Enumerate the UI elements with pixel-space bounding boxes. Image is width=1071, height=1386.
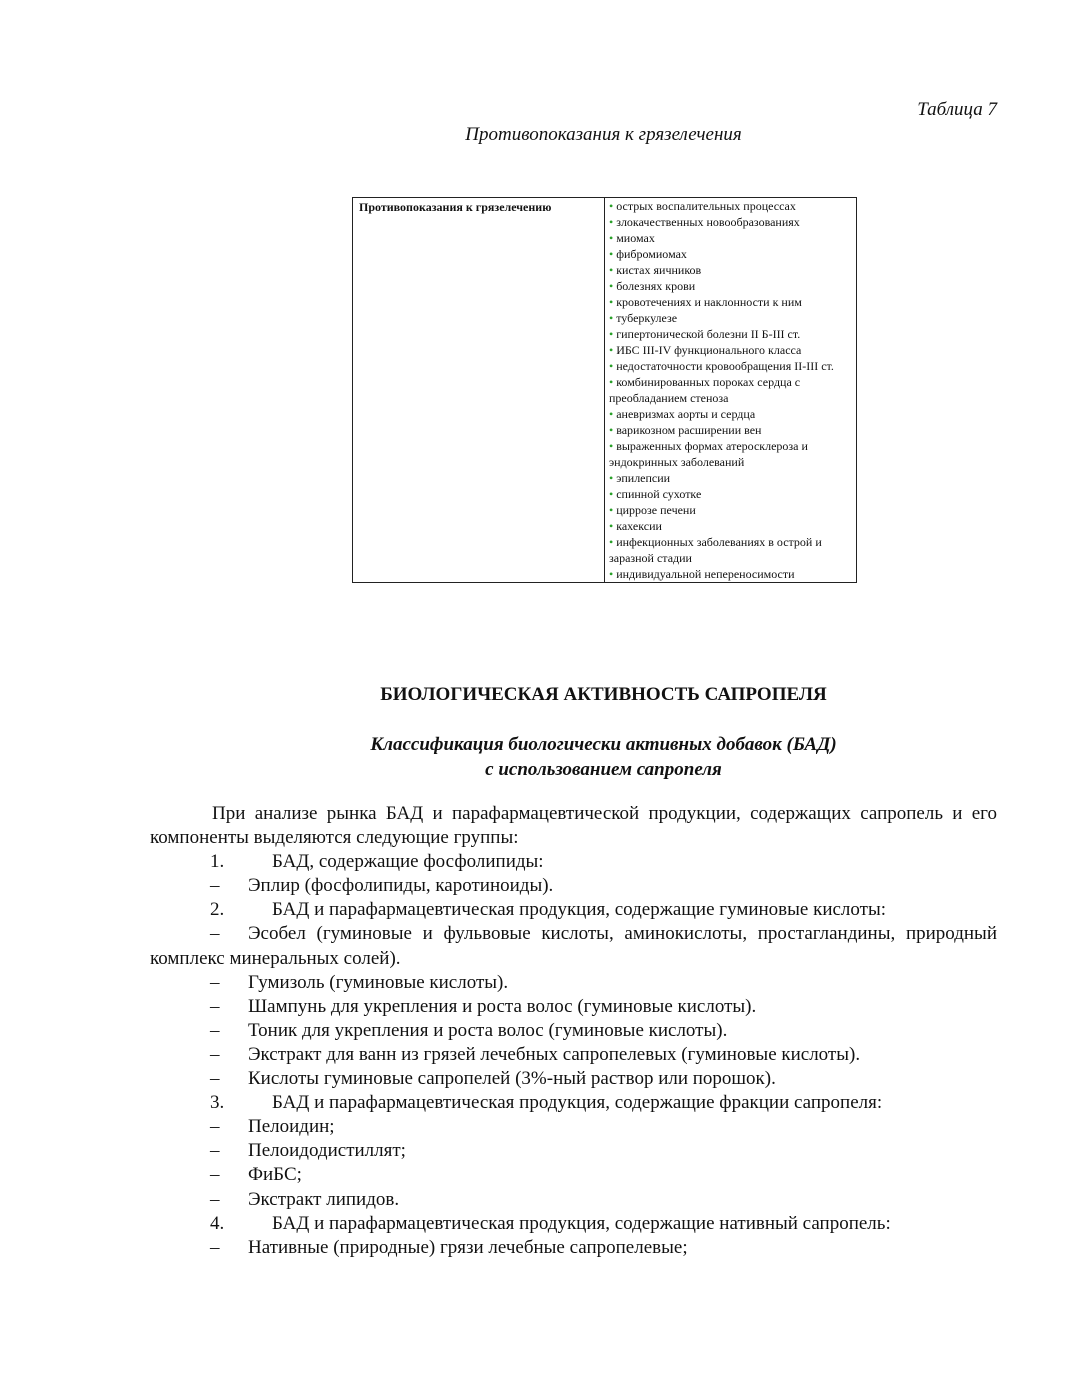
- list-item-text: Кислоты гуминовые сапропелей (3%-ный раствор или порошок).: [248, 1068, 776, 1090]
- table-item: [609, 326, 852, 342]
- table-item: [609, 262, 852, 278]
- list-item-text: Пелоидодистиллят;: [248, 1140, 406, 1162]
- table-item: [609, 246, 852, 262]
- bullet-icon: •: [609, 519, 614, 533]
- table-item: [609, 294, 852, 310]
- list-item: [150, 1019, 997, 1043]
- table-item-text: аневризмах аорты и сердца: [616, 407, 756, 421]
- bullet-icon: •: [609, 199, 614, 213]
- table-right-list: [605, 198, 856, 582]
- list-item-text: Экстракт липидов.: [248, 1188, 400, 1210]
- bullet-icon: •: [609, 311, 614, 325]
- table-item: [609, 470, 852, 486]
- table-item-text: эпилепсии: [616, 471, 671, 485]
- table-item-text: кахексии: [616, 519, 662, 533]
- body-text: [150, 802, 997, 1260]
- intro-paragraph: При анализе рынка БАД и парафармацевтической продукции, содержащих сапропель и его компоненты выделяются следующие группы:: [150, 803, 997, 849]
- table-item-text: туберкулезе: [616, 311, 678, 325]
- list-item-text: Тоник для укрепления и роста волос (гуминовые кислоты).: [248, 1019, 728, 1041]
- table-item-text: варикозном расширении вен: [616, 423, 762, 437]
- list-item: [150, 1236, 997, 1260]
- dash-marker: –: [210, 971, 220, 993]
- table-item-text: миомах: [616, 231, 655, 245]
- table-item: [609, 230, 852, 246]
- table-item: [609, 214, 852, 230]
- table-item-text: ИБС III-IV функционального класса: [616, 343, 802, 357]
- bullet-icon: •: [609, 247, 614, 261]
- table-caption: Противопоказания к грязелечения: [465, 124, 742, 145]
- table-item-text: фибромиомах: [616, 247, 687, 261]
- list-item: [150, 1043, 997, 1067]
- section-subheading: [0, 732, 1071, 782]
- table-item-text: кровотечениях и наклонности к ним: [616, 295, 802, 309]
- group-3-number: 3.: [210, 1092, 225, 1114]
- bullet-icon: •: [609, 503, 614, 517]
- dash-marker: –: [210, 1043, 220, 1065]
- table-item-text: острых воспалительных процессах: [616, 199, 796, 213]
- table-item: [609, 406, 852, 422]
- group-3-title: [150, 1091, 997, 1115]
- table-item-text: комбинированных пороках сердца с преобладанием стеноза: [609, 375, 801, 405]
- bullet-icon: •: [609, 231, 614, 245]
- list-item-text: ФиБС;: [248, 1164, 302, 1186]
- group-1-title: [150, 850, 997, 874]
- group-2-number: 2.: [210, 899, 225, 921]
- table-item: [609, 422, 852, 438]
- bullet-icon: •: [609, 215, 614, 229]
- bullet-icon: •: [609, 279, 614, 293]
- group-4-number: 4.: [210, 1212, 225, 1234]
- group-3-title-text: БАД и парафармацевтическая продукция, содержащие фракции сапропеля:: [272, 1092, 883, 1114]
- table-item-text: болезнях крови: [616, 279, 696, 293]
- bullet-icon: •: [609, 423, 614, 437]
- list-item-text: Эплир (фосфолипиды, каротиноиды).: [248, 875, 554, 897]
- table-item: [609, 534, 852, 566]
- list-item: [150, 922, 997, 970]
- group-2-title: [150, 898, 997, 922]
- group-4-title-text: БАД и парафармацевтическая продукция, содержащие нативный сапропель:: [272, 1212, 891, 1234]
- bullet-icon: •: [609, 487, 614, 501]
- table-item: [609, 566, 852, 582]
- table-item-text: гипертонической болезни II Б-III ст.: [616, 327, 801, 341]
- dash-marker: –: [210, 1164, 220, 1186]
- list-item: [150, 874, 997, 898]
- section-heading: БИОЛОГИЧЕСКАЯ АКТИВНОСТЬ САПРОПЕЛЯ: [380, 684, 827, 705]
- list-item: [150, 1139, 997, 1163]
- table-item: [609, 374, 852, 406]
- list-item: [150, 1067, 997, 1091]
- group-1-title-text: БАД, содержащие фосфолипиды:: [272, 851, 544, 873]
- list-item-text: Шампунь для укрепления и роста волос (гуминовые кислоты).: [248, 995, 757, 1017]
- table-item-text: злокачественных новообразованиях: [616, 215, 800, 229]
- list-item: [150, 1188, 997, 1212]
- dash-marker: –: [210, 1068, 220, 1090]
- table-item: [609, 342, 852, 358]
- subheading-line-1: Классификация биологически активных добавок (БАД): [370, 734, 837, 755]
- list-item: [150, 1163, 997, 1187]
- bullet-icon: •: [609, 359, 614, 373]
- bullet-icon: •: [609, 439, 614, 453]
- table-item-text: инфекционных заболеваниях в острой и заразной стадии: [609, 535, 822, 565]
- subheading-line-2: с использованием сапропеля: [485, 759, 722, 780]
- table-left-header: Противопоказания к грязелечению: [353, 198, 605, 582]
- list-item-text: Пелоидин;: [248, 1116, 335, 1138]
- list-item: [150, 971, 997, 995]
- table-item: [609, 518, 852, 534]
- dash-marker: –: [210, 875, 220, 897]
- dash-marker: –: [210, 1116, 220, 1138]
- dash-marker: –: [210, 995, 220, 1017]
- dash-marker: –: [210, 923, 220, 945]
- table-item: [609, 486, 852, 502]
- table-item-text: спинной сухотке: [616, 487, 702, 501]
- group-1-number: 1.: [210, 851, 225, 873]
- contraindications-table: [352, 197, 857, 583]
- table-item: [609, 310, 852, 326]
- bullet-icon: •: [609, 567, 614, 581]
- dash-marker: –: [210, 1236, 220, 1258]
- table-item-text: кистах яичников: [616, 263, 702, 277]
- list-item: [150, 995, 997, 1019]
- list-item: [150, 1115, 997, 1139]
- table-item-text: выраженных формах атеросклероза и эндокринных заболеваний: [609, 439, 808, 469]
- bullet-icon: •: [609, 263, 614, 277]
- dash-marker: –: [210, 1019, 220, 1041]
- bullet-icon: •: [609, 471, 614, 485]
- table-item: [609, 502, 852, 518]
- group-2-title-text: БАД и парафармацевтическая продукция, содержащие гуминовые кислоты:: [272, 899, 887, 921]
- list-item-text: Эсобел (гуминовые и фульвовые кислоты, аминокислоты, простагландины, природный комплекс минеральных солей).: [150, 923, 997, 969]
- table-item-text: индивидуальной непереносимости: [616, 567, 795, 581]
- table-item: [609, 358, 852, 374]
- bullet-icon: •: [609, 295, 614, 309]
- group-4-title: [150, 1212, 997, 1236]
- table-item-text: недостаточности кровообращения II-III ст.: [616, 359, 834, 373]
- dash-marker: –: [210, 1140, 220, 1162]
- table-item-text: циррозе печени: [616, 503, 696, 517]
- table-label: Таблица 7: [917, 99, 997, 120]
- list-item-text: Экстракт для ванн из грязей лечебных сапропелевых (гуминовые кислоты).: [248, 1043, 861, 1065]
- list-item-text: Гумизоль (гуминовые кислоты).: [248, 971, 509, 993]
- bullet-icon: •: [609, 535, 614, 549]
- bullet-icon: •: [609, 375, 614, 389]
- table-item: [609, 438, 852, 470]
- table-item: [609, 278, 852, 294]
- bullet-icon: •: [609, 343, 614, 357]
- bullet-icon: •: [609, 407, 614, 421]
- bullet-icon: •: [609, 327, 614, 341]
- dash-marker: –: [210, 1188, 220, 1210]
- list-item-text: Нативные (природные) грязи лечебные сапропелевые;: [248, 1236, 688, 1258]
- table-item: [609, 198, 852, 214]
